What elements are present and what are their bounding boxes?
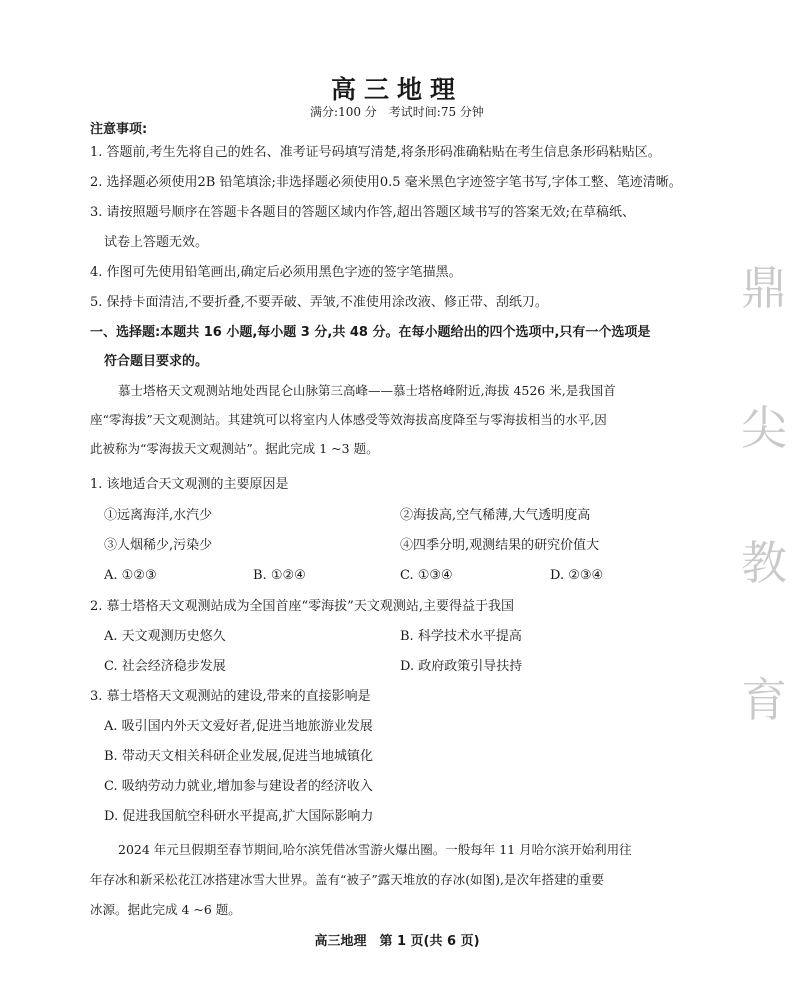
watermark-char: 尖 (741, 401, 787, 455)
statement: ①远离海洋,水汽少 (104, 508, 213, 523)
option-c: C. 社会经济稳步发展 (104, 659, 226, 674)
notice-item: 1. 答题前,考生先将自己的姓名、准考证号码填写清楚,将条形码准确粘贴在考生信息条形码粘贴区。 (90, 145, 661, 160)
option-a: A. 天文观测历史悠久 (104, 629, 226, 644)
question-stem: 3. 慕士塔格天文观测站的建设,带来的直接影响是 (90, 689, 371, 704)
notice-item: 试卷上答题无效。 (104, 235, 209, 250)
section-heading: 符合题目要求的。 (104, 354, 209, 369)
watermark-char: 鼎 (741, 261, 787, 315)
notice-item: 3. 请按照题号顺序在答题卡各题目的答题区域内作答,超出答题区域书写的答案无效;在草稿纸、 (90, 205, 636, 220)
exam-subtitle: 满分:100 分 考试时间:75 分钟 (310, 105, 484, 119)
page-footer: 高三地理 第 1 页(共 6 页) (314, 934, 480, 949)
option-c: C. ①③④ (400, 568, 453, 583)
section-heading: 一、选择题:本题共 16 小题,每小题 3 分,共 48 分。在每小题给出的四个选项中,只有一个选项是 (90, 325, 651, 340)
watermark-char: 教 (741, 536, 787, 590)
option-d: D. ②③④ (550, 568, 604, 583)
passage-line: 年存冰和新采松花江冰搭建冰雪大世界。盖有“被子”露天堆放的存冰(如图),是次年搭建的重要 (90, 872, 605, 887)
watermark-char: 育 (741, 673, 787, 727)
passage-line: 2024 年元旦假期至春节期间,哈尔滨凭借冰雪游火爆出圈。一般每年 11 月哈尔滨开始利用往 (118, 842, 632, 857)
question-stem: 2. 慕士塔格天文观测站成为全国首座“零海拔”天文观测站,主要得益于我国 (90, 599, 514, 614)
notice-item: 5. 保持卡面清洁,不要折叠,不要弄破、弄皱,不准使用涂改液、修正带、刮纸刀。 (90, 295, 548, 310)
option-c: C. 吸纳劳动力就业,增加参与建设者的经济收入 (104, 779, 373, 794)
passage-line: 慕士塔格天文观测站地处西昆仑山脉第三高峰——慕士塔格峰附近,海拔 4526 米,是我国首 (118, 383, 616, 398)
option-a: A. 吸引国内外天文爱好者,促进当地旅游业发展 (104, 719, 373, 734)
notice-heading: 注意事项: (90, 122, 148, 137)
option-d: D. 促进我国航空科研水平提高,扩大国际影响力 (104, 809, 374, 824)
statement: ④四季分明,观测结果的研究价值大 (400, 538, 600, 553)
exam-title: 高三地理 (330, 75, 463, 104)
option-b: B. 带动天文相关科研企业发展,促进当地城镇化 (104, 749, 373, 764)
question-stem: 1. 该地适合天文观测的主要原因是 (90, 477, 289, 492)
statement: ②海拔高,空气稀薄,大气透明度高 (400, 508, 591, 523)
statement: ③人烟稀少,污染少 (104, 538, 213, 553)
passage-line: 座“零海拔”天文观测站。其建筑可以将室内人体感受等效海拔高度降至与零海拔相当的水平,因 (90, 412, 607, 427)
option-d: D. 政府政策引导扶持 (400, 659, 523, 674)
option-b: B. ①②④ (253, 568, 306, 583)
notice-item: 4. 作图可先使用铅笔画出,确定后必须用黑色字迹的签字笔描黑。 (90, 265, 462, 280)
option-a: A. ①②③ (104, 568, 157, 583)
notice-item: 2. 选择题必须使用2B 铅笔填涂;非选择题必须使用0.5 毫米黑色字迹签字笔书写,字体工整、笔迹清晰。 (90, 175, 682, 190)
passage-line: 冰源。据此完成 4 ~6 题。 (90, 902, 241, 917)
passage-line: 此被称为“零海拔天文观测站”。据此完成 1 ~3 题。 (90, 441, 379, 456)
option-b: B. 科学技术水平提高 (400, 629, 522, 644)
